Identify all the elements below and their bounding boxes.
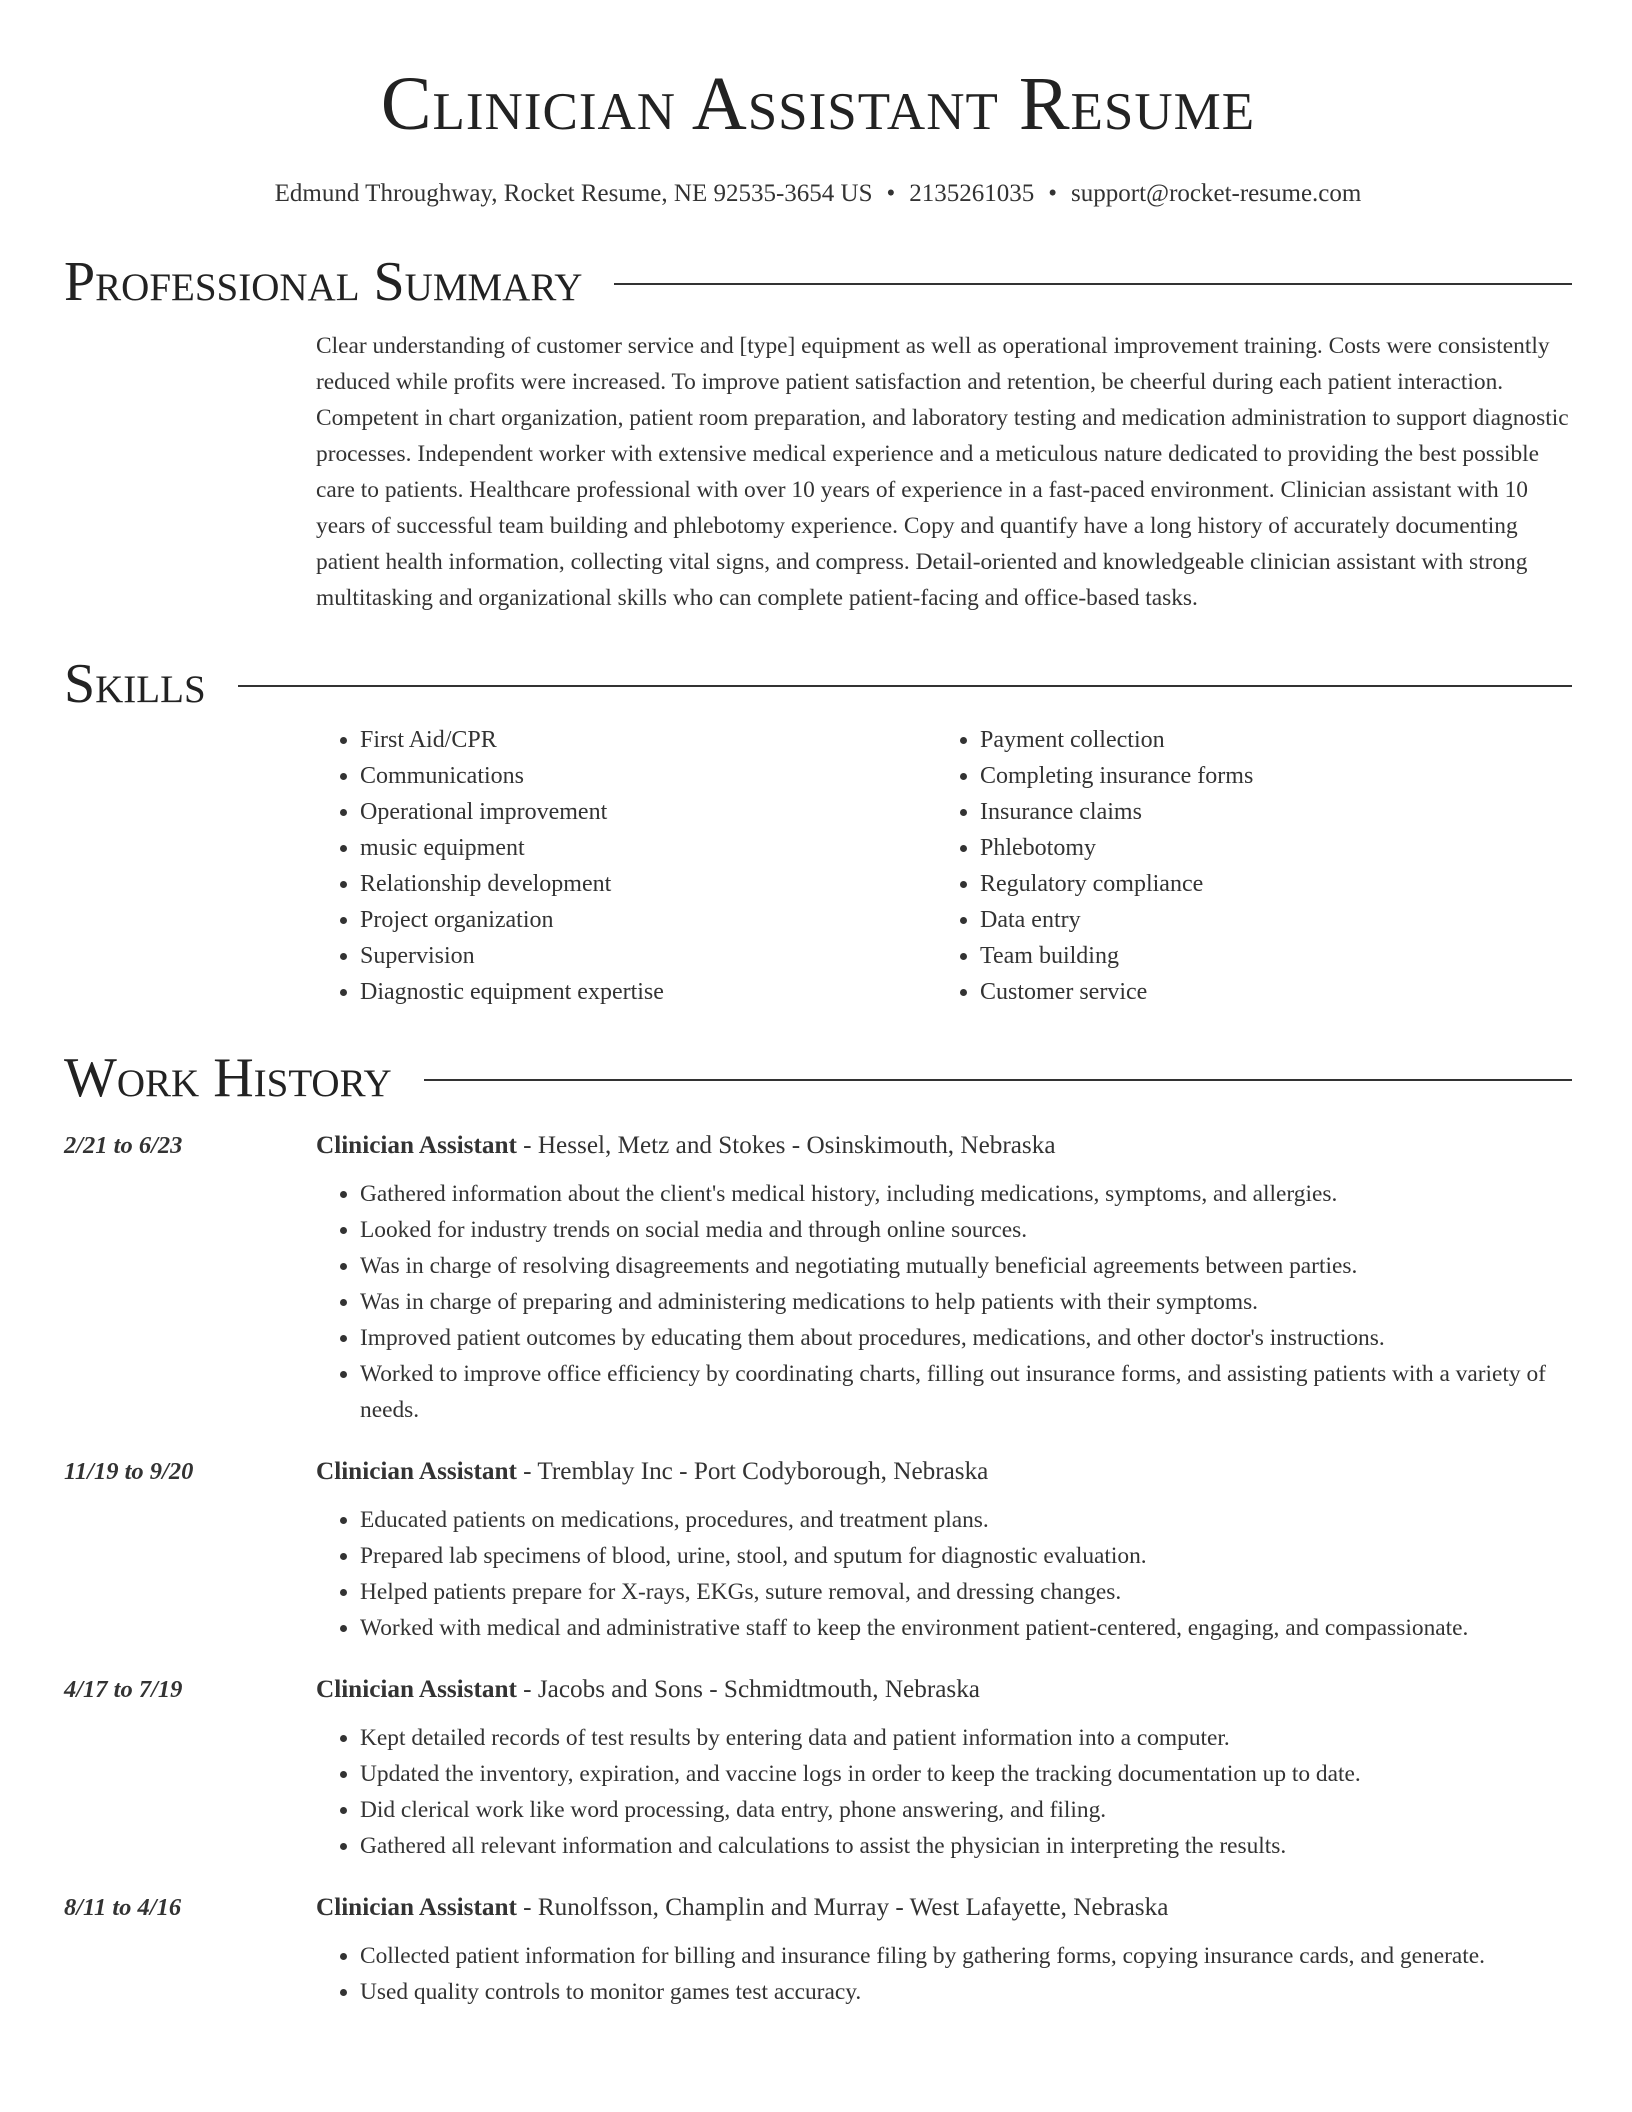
skill-item: • Relationship development [360,866,936,902]
job-body [316,1452,1572,1646]
job-bullet: • Kept detailed records of test results by entering data and patient information into a computer. [360,1720,1572,1756]
skill-item: • Payment collection [980,722,1564,758]
job-bullets [316,1176,1572,1428]
work-history-list [64,1126,1572,2010]
work-heading: Work History [64,1047,392,1109]
skill-item: • Diagnostic equipment expertise [360,974,936,1010]
skill-item: • Phlebotomy [980,830,1564,866]
skills-list-left [316,722,936,1010]
skill-item: • Completing insurance forms [980,758,1564,794]
job-bullet: • Did clerical work like word processing, data entry, phone answering, and filing. [360,1792,1572,1828]
job-heading [316,1452,1572,1492]
document-title: Clinician Assistant Resume [380,62,1256,146]
skills-section-header [64,650,1572,718]
section-divider [238,685,1572,687]
contact-separator: • [886,180,896,207]
skills-heading: Skills [64,653,206,715]
job-dates: 8/11 to 4/16 [64,1894,182,1921]
skill-item: • Regulatory compliance [980,866,1564,902]
job-bullet: • Was in charge of resolving disagreements and negotiating mutually beneficial agreements between parties. [360,1248,1572,1284]
skill-item: • Insurance claims [980,794,1564,830]
contact-address: Edmund Throughway, Rocket Resume, NE 92535-3654 US [274,180,873,207]
contact-email: support@rocket-resume.com [1071,180,1362,207]
job-bullet: • Collected patient information for billing and insurance filing by gathering forms, copying insurance cards, and generate. [360,1938,1572,1974]
job-bullets [316,1502,1572,1646]
job-heading [316,1126,1572,1166]
job-bullets [316,1720,1572,1864]
job-dates: 4/17 to 7/19 [64,1676,183,1703]
job-entry [64,1888,1572,2010]
job-bullet: • Worked with medical and administrative staff to keep the environment patient-centered, engaging, and compassionate. [360,1610,1572,1646]
skill-item: • Project organization [360,902,936,938]
skill-item: • Customer service [980,974,1564,1010]
job-employer: - Hessel, Metz and Stokes - Osinskimouth, Nebraska [516,1132,1056,1159]
skill-item: • Supervision [360,938,936,974]
job-dates: 11/19 to 9/20 [64,1458,194,1485]
job-role: Clinician Assistant [316,1458,517,1485]
section-divider [424,1079,1572,1081]
contact-line [64,174,1572,214]
job-body [316,1670,1572,1864]
job-entry [64,1126,1572,1428]
job-role: Clinician Assistant [316,1894,517,1921]
contact-separator: • [1048,180,1058,207]
job-bullet: • Improved patient outcomes by educating them about procedures, medications, and other doctor's instructions. [360,1320,1572,1356]
skill-item: • Team building [980,938,1564,974]
job-body [316,1888,1572,2010]
skill-item: • Data entry [980,902,1564,938]
work-section-header [64,1044,1572,1112]
job-bullet: • Gathered all relevant information and calculations to assist the physician in interpreting the results. [360,1828,1572,1864]
contact-phone: 2135261035 [909,180,1035,207]
job-bullet: • Was in charge of preparing and administering medications to help patients with their symptoms. [360,1284,1572,1320]
summary-text: Clear understanding of customer service and [type] equipment as well as operational improvement training. Costs were consistently reduced while profits were increased. To improve patient satisfaction and retention, be cheerful during each patient interaction. Competent in chart organization, patient room preparation, and laboratory testing and medication administration to support diagnostic processes. Independent worker with extensive medical experience and a meticulous nature dedicated to providing the best possible care to patients. Healthcare professional with over 10 years of experience in a fast-paced environment. Clinician assistant with 10 years of successful team building and phlebotomy experience. Copy and quantify have a long history of accurately documenting patient health information, collecting vital signs, and compress. Detail-oriented and knowledgeable clinician assistant with strong multitasking and organizational skills who can complete patient-facing and office-based tasks. [316,333,1569,611]
job-bullet: • Gathered information about the client's medical history, including medications, symptoms, and allergies. [360,1176,1572,1212]
job-employer: - Tremblay Inc - Port Codyborough, Nebraska [516,1458,989,1485]
job-bullet: • Helped patients prepare for X-rays, EKGs, suture removal, and dressing changes. [360,1574,1572,1610]
skills-list-right [936,722,1564,1010]
resume-page [64,0,1572,2010]
job-entry [64,1452,1572,1646]
job-bullet: • Looked for industry trends on social media and through online sources. [360,1212,1572,1248]
job-dates: 2/21 to 6/23 [64,1132,183,1159]
skills-columns [316,722,1572,1010]
skill-item: • First Aid/CPR [360,722,936,758]
job-body [316,1126,1572,1428]
summary-heading: Professional Summary [64,251,583,313]
job-role: Clinician Assistant [316,1676,517,1703]
job-heading [316,1670,1572,1710]
job-employer: - Jacobs and Sons - Schmidtmouth, Nebraska [516,1676,980,1703]
job-entry [64,1670,1572,1864]
job-heading [316,1888,1572,1928]
skill-item: • Operational improvement [360,794,936,830]
job-bullet: • Educated patients on medications, procedures, and treatment plans. [360,1502,1572,1538]
job-bullets [316,1938,1572,2010]
skill-item: • music equipment [360,830,936,866]
job-bullet: • Worked to improve office efficiency by coordinating charts, filling out insurance forms, and assisting patients with a variety of needs. [360,1356,1572,1428]
skill-item: • Communications [360,758,936,794]
job-bullet: • Used quality controls to monitor games test accuracy. [360,1974,1572,2010]
job-bullet: • Updated the inventory, expiration, and vaccine logs in order to keep the tracking documentation up to date. [360,1756,1572,1792]
summary-section-header [64,248,1572,316]
section-divider [614,283,1572,285]
job-bullet: • Prepared lab specimens of blood, urine, stool, and sputum for diagnostic evaluation. [360,1538,1572,1574]
job-role: Clinician Assistant [316,1132,517,1159]
job-employer: - Runolfsson, Champlin and Murray - West Lafayette, Nebraska [516,1894,1169,1921]
